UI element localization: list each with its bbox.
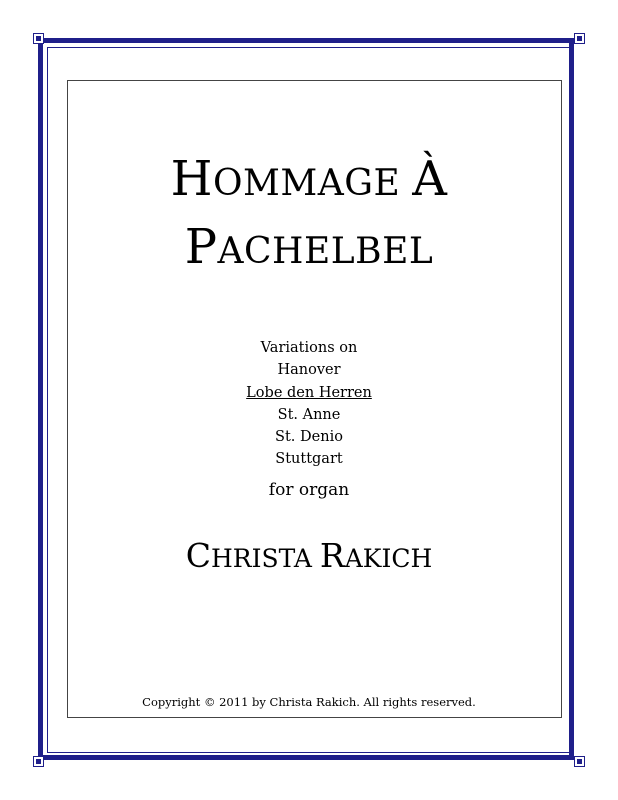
title-accent-a: À [412,151,448,207]
subtitle: Variations on [260,340,358,356]
corner-ornament-top-right [574,33,585,44]
title-initial: H [170,151,213,207]
corner-ornament-top-left [33,33,44,44]
tune-item: St. Denio [275,429,343,446]
corner-ornament-bottom-left [33,756,44,767]
corner-ornament-bottom-right [574,756,585,767]
composer-initial: C [185,536,211,575]
instrument-label: for organ [268,480,350,500]
title-initial: P [184,219,218,275]
title-line-1 [0,151,618,207]
tune-item: Lobe den Herren [246,384,372,401]
title-word: ACHELBEL [217,231,434,272]
tune-list [0,337,618,471]
tune-item: St. Anne [277,406,341,423]
title-word: OMMAGE [212,163,413,204]
composer-part: AKICH [344,544,433,573]
title-line-2 [0,219,618,275]
tune-item: Stuttgart [275,451,343,468]
composer-part: HRISTA [210,544,320,573]
tune-item: Hanover [277,362,341,379]
composer-name [0,536,618,575]
copyright-notice: Copyright © 2011 by Christa Rakich. All rights reserved. [142,695,476,709]
composer-initial: R [319,536,345,575]
